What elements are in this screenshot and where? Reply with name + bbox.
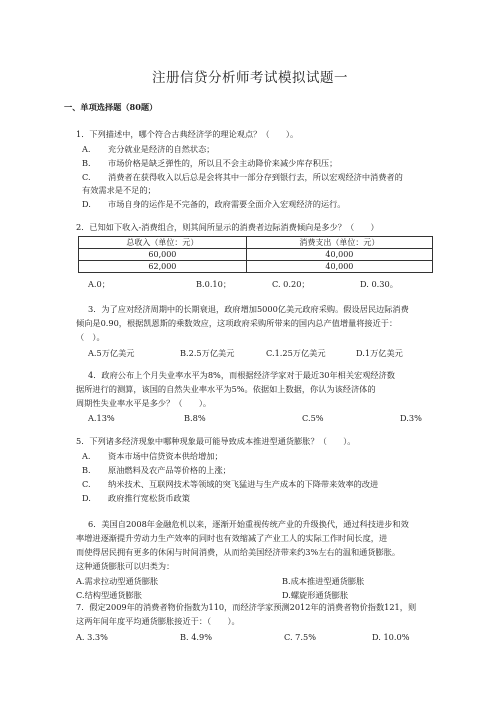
question-3-option-b: B.2.5万亿美元 — [180, 348, 235, 358]
question-6-line: 而使得居民拥有更多的休闲与时间消费，从而给美国经济带来约3%左右的温和通货膨胀。 — [76, 547, 401, 557]
table-header-cell: 总收入（单位：元） — [79, 237, 247, 249]
table-cell: 40,000 — [246, 261, 432, 273]
question-1-option-c: C. 消费者在获得收入以后总是会将其中一部分存到银行去，所以宏观经济中消费者的 — [82, 172, 403, 182]
question-1-stem: 1．下列描述中，哪个符合古典经济学的理论观点？（ ）。 — [76, 129, 299, 139]
question-5-option-c: C. 纳米技术、互联网技术等领域的突飞猛进与生产成本的下降带来效率的改进 — [82, 479, 379, 489]
question-7-option-d: D. 10.0% — [372, 632, 410, 642]
page-title: 注册信贷分析师考试模拟试题一 — [152, 70, 348, 86]
table-cell: 62,000 — [79, 261, 247, 273]
question-1-option-d: D. 市场自身的运作是不完备的，政府需要全面介入宏观经济的运行。 — [82, 199, 346, 209]
question-4-line: 据所进行的测算，该国的自然失业率水平为5%。依据如上数据，你认为该经济体的 — [76, 384, 376, 394]
question-5-option-a: A. 资本市场中信贷资本供给增加； — [82, 451, 223, 461]
question-2-option-d: D. 0.30。 — [360, 279, 398, 289]
question-4-option-b: B.8% — [184, 413, 206, 423]
question-1-option-b: B. 市场价格是缺乏弹性的，所以且不会主动降价来减少库存积压； — [82, 158, 338, 168]
question-7-line: 7．假定2009年的消费者物价指数为110，而经济学家预测2012年的消费者物价指数121，则 — [76, 602, 417, 612]
section-heading: 一、单项选择题（80题） — [64, 102, 158, 112]
question-4-option-a: A.13% — [88, 413, 115, 423]
question-3-line: 3．为了应对经济周期中的长期衰退，政府增加5000亿美元政府采购。假设居民边际消费 — [88, 304, 409, 314]
question-5-stem: 5．下列诸多经济现象中哪种现象最可能导致成本推进型通货膨胀？（ ）。 — [76, 436, 356, 446]
question-5-option-d: D. 政府推行宽松货币政策 — [82, 493, 190, 503]
table-cell: 60,000 — [79, 249, 247, 261]
table-row — [79, 249, 433, 261]
question-7-option-b: B. 4.9% — [180, 632, 213, 642]
question-5-option-b: B. 原油燃料及农产品等价格的上涨； — [82, 465, 231, 475]
question-4-line: 周期性失业率水平是多少？（ ）。 — [76, 398, 212, 408]
question-3-line: 倾向是0.90，根据凯恩斯的乘数效应，这项政府采购所带来的国内总产值增量将接近于： — [76, 318, 398, 328]
question-3-line: （ ）。 — [76, 332, 105, 342]
question-6-line: 6．美国自2008年金融危机以来，逐渐开始重视传统产业的升级换代，通过科技进步和效 — [88, 519, 409, 529]
question-7-option-a: A. 3.3% — [76, 632, 108, 642]
table-row — [79, 261, 433, 273]
question-1-option-a: A. 充分就业是经济的自然状态； — [82, 144, 215, 154]
question-6-line: 率增进逐渐提升劳动力生产效率的同时也有效缩减了产业工人的实际工作时间长度，进 — [76, 533, 388, 543]
question-4-option-d: D.3% — [400, 413, 422, 423]
question-2-stem: 2．已知如下收入-消费组合，则其间所显示的消费者边际消费倾向是多少？（ ） — [76, 222, 379, 232]
income-consumption-table — [78, 236, 433, 273]
question-3-option-d: D.1万亿美元 — [356, 348, 403, 358]
question-2-option-b: B.0.10； — [196, 279, 232, 289]
question-4-option-c: C.5% — [302, 413, 324, 423]
table-cell: 40,000 — [246, 249, 432, 261]
question-6-line: 这种通货膨胀可以归类为： — [76, 561, 175, 571]
question-3-option-a: A.5万亿美元 — [88, 348, 135, 358]
question-4-line: 4．政府公布上个月失业率水平为8%，而根据经济学家对于最近30年相关宏观经济数 — [88, 370, 395, 380]
table-header-cell: 消费支出（单位：元） — [246, 237, 432, 249]
question-2-option-c: C. 0.20； — [272, 279, 310, 289]
question-3-option-c: C.1.25万亿美元 — [266, 348, 326, 358]
table-header-row — [79, 237, 433, 249]
question-6-option-b: B.成本推进型通货膨胀 — [282, 576, 365, 586]
question-2-option-a: A.0； — [88, 279, 110, 289]
question-6-option-a: A.需求拉动型通货膨胀 — [76, 576, 159, 586]
question-1-option-c-cont: 有效需求是不足的； — [82, 185, 156, 195]
question-6-option-d: D.螺旋形通货膨胀 — [282, 590, 349, 600]
question-7-line: 这两年间年度平均通货膨胀接近于：（ ）。 — [76, 616, 240, 626]
question-7-option-c: C. 7.5% — [284, 632, 316, 642]
question-6-option-c: C.结构型通货膨胀 — [76, 590, 142, 600]
